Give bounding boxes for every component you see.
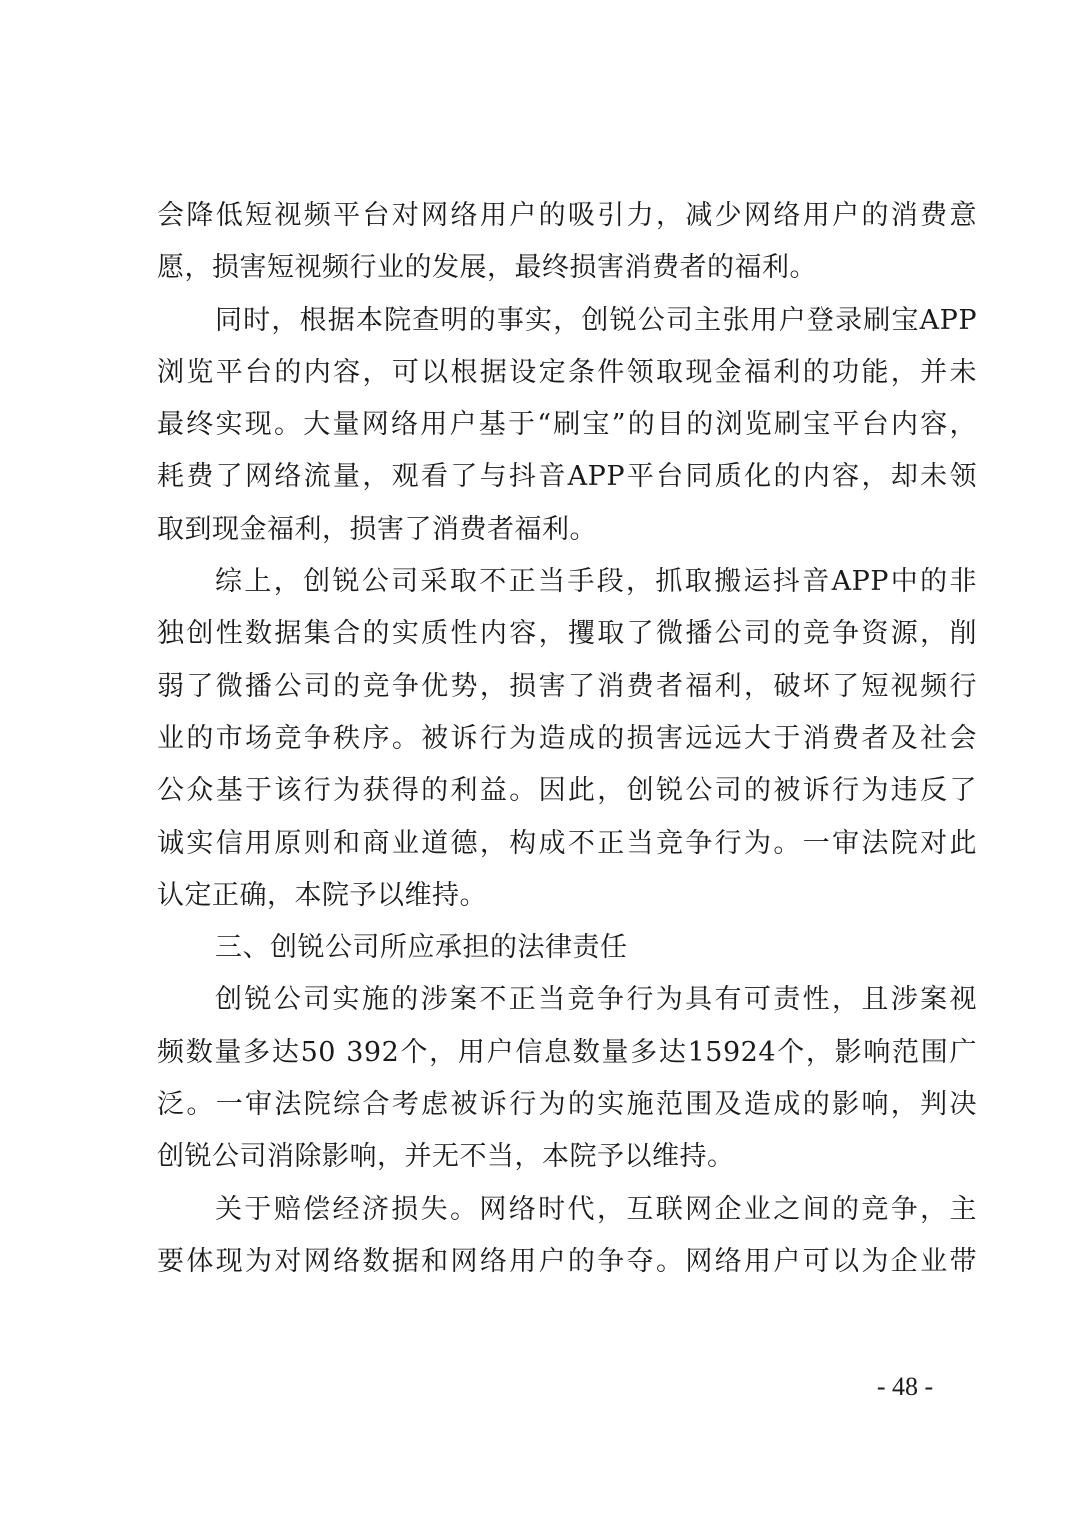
text-line: 弱了微播公司的竞争优势，损害了消费者福利，破坏了短视频行: [157, 670, 977, 702]
text-line: 浏览平台的内容，可以根据设定条件领取现金福利的功能，并未: [157, 356, 977, 388]
text-line: 频数量多达50 392个，用户信息数量多达15924个，影响范围广: [157, 1036, 977, 1068]
text-line: 泛。一审法院综合考虑被诉行为的实施范围及造成的影响，判决: [157, 1089, 977, 1121]
paragraph-first-line: 三、创锐公司所应承担的法律责任: [215, 932, 628, 964]
paragraph-first-line: 关于赔偿经济损失。网络时代，互联网企业之间的竞争，主: [215, 1193, 977, 1225]
text-line: 认定正确，本院予以维持。: [157, 879, 487, 911]
text-line: 耗费了网络流量，观看了与抖音APP平台同质化的内容，却未领: [157, 461, 977, 493]
paragraph-first-line: 创锐公司实施的涉案不正当竞争行为具有可责性，且涉案视: [215, 984, 977, 1016]
text-line: 公众基于该行为获得的利益。因此，创锐公司的被诉行为违反了: [157, 775, 977, 807]
paragraph-first-line: 同时，根据本院查明的事实，创锐公司主张用户登录刷宝APP: [215, 304, 977, 336]
document-body: [157, 190, 977, 1288]
text-lines: [157, 190, 977, 1288]
text-line: 最终实现。大量网络用户基于“刷宝”的目的浏览刷宝平台内容，: [157, 409, 977, 441]
text-line: 创锐公司消除影响，并无不当，本院予以维持。: [157, 1141, 735, 1173]
text-line: 业的市场竞争秩序。被诉行为造成的损害远远大于消费者及社会: [157, 722, 977, 754]
text-line: 会降低短视频平台对网络用户的吸引力，减少网络用户的消费意: [157, 200, 977, 231]
page-number: - 48 -: [876, 1372, 934, 1401]
paragraph-first-line: 综上，创锐公司采取不正当手段，抓取搬运抖音APP中的非: [215, 566, 977, 598]
text-line: 要体现为对网络数据和网络用户的争夺。网络用户可以为企业带: [157, 1245, 977, 1277]
text-line: 愿，损害短视频行业的发展，最终损害消费者的福利。: [157, 252, 817, 284]
text-line: 独创性数据集合的实质性内容，攫取了微播公司的竞争资源，削: [157, 618, 977, 650]
text-line: 取到现金福利，损害了消费者福利。: [157, 513, 597, 545]
text-line: 诚实信用原则和商业道德，构成不正当竞争行为。一审法院对此: [157, 827, 977, 859]
